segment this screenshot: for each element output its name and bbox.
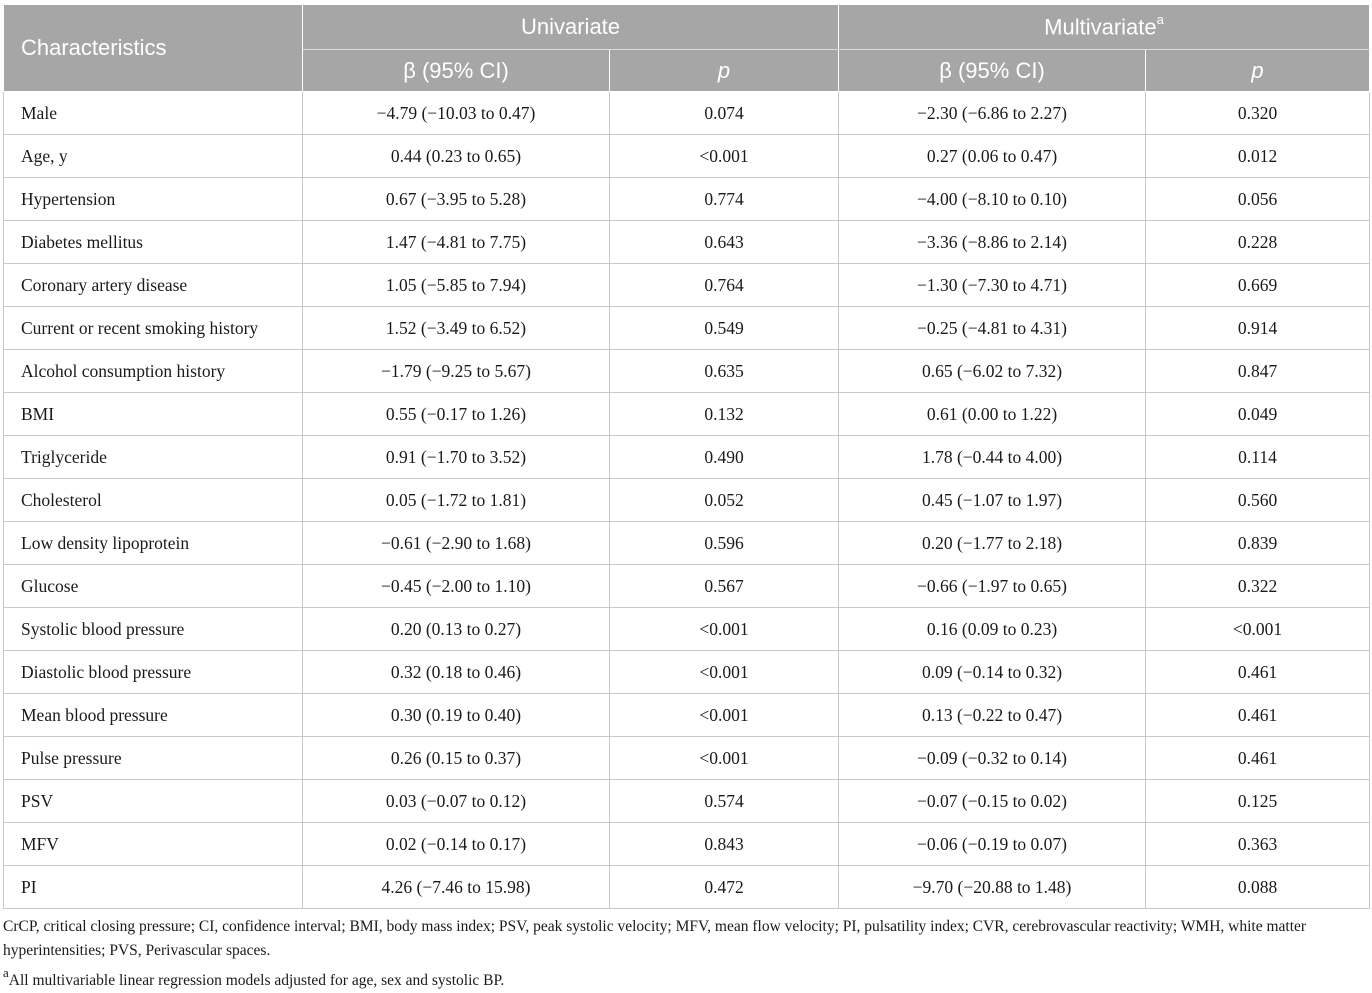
header-multivariate (839, 5, 1370, 50)
cell-multivariate-beta: −9.70 (−20.88 to 1.48) (839, 866, 1146, 909)
table-row (4, 479, 1370, 522)
cell-univariate-p: 0.549 (610, 307, 839, 350)
cell-multivariate-p: 0.320 (1146, 92, 1370, 135)
cell-univariate-beta: 1.05 (−5.85 to 7.94) (303, 264, 610, 307)
table-row (4, 866, 1370, 909)
cell-univariate-p: 0.635 (610, 350, 839, 393)
cell-characteristic: Hypertension (4, 178, 303, 221)
cell-multivariate-beta: 0.65 (−6.02 to 7.32) (839, 350, 1146, 393)
cell-characteristic: PI (4, 866, 303, 909)
regression-table-container (3, 4, 1369, 909)
cell-multivariate-p: 0.669 (1146, 264, 1370, 307)
cell-univariate-p: 0.764 (610, 264, 839, 307)
cell-characteristic: Glucose (4, 565, 303, 608)
cell-characteristic: Male (4, 92, 303, 135)
cell-multivariate-p: 0.125 (1146, 780, 1370, 823)
table-row (4, 307, 1370, 350)
cell-univariate-beta: 0.03 (−0.07 to 0.12) (303, 780, 610, 823)
table-row (4, 737, 1370, 780)
cell-multivariate-beta: −3.36 (−8.86 to 2.14) (839, 221, 1146, 264)
cell-multivariate-beta: −0.07 (−0.15 to 0.02) (839, 780, 1146, 823)
table-row (4, 694, 1370, 737)
cell-multivariate-beta: 1.78 (−0.44 to 4.00) (839, 436, 1146, 479)
cell-multivariate-beta: 0.09 (−0.14 to 0.32) (839, 651, 1146, 694)
cell-univariate-beta: −0.61 (−2.90 to 1.68) (303, 522, 610, 565)
header-univariate-p-label: p (717, 57, 731, 83)
cell-univariate-p: 0.132 (610, 393, 839, 436)
cell-multivariate-p: 0.363 (1146, 823, 1370, 866)
cell-multivariate-p: 0.461 (1146, 737, 1370, 780)
cell-univariate-beta: 1.52 (−3.49 to 6.52) (303, 307, 610, 350)
header-multivariate-label: Multivariate (1044, 14, 1157, 40)
cell-univariate-beta: −0.45 (−2.00 to 1.10) (303, 565, 610, 608)
cell-univariate-p: 0.490 (610, 436, 839, 479)
cell-multivariate-beta: 0.27 (0.06 to 0.47) (839, 135, 1146, 178)
cell-multivariate-beta: −0.06 (−0.19 to 0.07) (839, 823, 1146, 866)
cell-univariate-beta: 0.55 (−0.17 to 1.26) (303, 393, 610, 436)
cell-univariate-p: 0.074 (610, 92, 839, 135)
cell-multivariate-beta: −0.25 (−4.81 to 4.31) (839, 307, 1146, 350)
table-row (4, 823, 1370, 866)
footnote-a-text: All multivariable linear regression models adjusted for age, sex and systolic BP. (8, 972, 505, 990)
cell-characteristic: Age, y (4, 135, 303, 178)
cell-univariate-beta: 0.02 (−0.14 to 0.17) (303, 823, 610, 866)
cell-univariate-p: 0.643 (610, 221, 839, 264)
cell-univariate-p: 0.567 (610, 565, 839, 608)
cell-univariate-beta: 0.44 (0.23 to 0.65) (303, 135, 610, 178)
cell-univariate-beta: 0.26 (0.15 to 0.37) (303, 737, 610, 780)
cell-multivariate-beta: −1.30 (−7.30 to 4.71) (839, 264, 1146, 307)
cell-multivariate-p: 0.228 (1146, 221, 1370, 264)
cell-multivariate-p: 0.088 (1146, 866, 1370, 909)
cell-characteristic: Diabetes mellitus (4, 221, 303, 264)
table-row (4, 92, 1370, 135)
header-multivariate-p (1146, 50, 1370, 92)
table-row (4, 221, 1370, 264)
cell-univariate-p: <0.001 (610, 651, 839, 694)
cell-multivariate-beta: 0.16 (0.09 to 0.23) (839, 608, 1146, 651)
cell-multivariate-beta: −0.09 (−0.32 to 0.14) (839, 737, 1146, 780)
cell-characteristic: PSV (4, 780, 303, 823)
table-row (4, 178, 1370, 221)
cell-univariate-beta: −4.79 (−10.03 to 0.47) (303, 92, 610, 135)
cell-univariate-p: <0.001 (610, 608, 839, 651)
table-header (4, 5, 1370, 92)
cell-multivariate-p: 0.049 (1146, 393, 1370, 436)
table-row (4, 135, 1370, 178)
cell-multivariate-beta: −4.00 (−8.10 to 0.10) (839, 178, 1146, 221)
cell-multivariate-p: 0.847 (1146, 350, 1370, 393)
cell-multivariate-p: <0.001 (1146, 608, 1370, 651)
cell-univariate-beta: 0.30 (0.19 to 0.40) (303, 694, 610, 737)
cell-characteristic: Mean blood pressure (4, 694, 303, 737)
cell-univariate-p: 0.574 (610, 780, 839, 823)
cell-univariate-beta: 0.32 (0.18 to 0.46) (303, 651, 610, 694)
table-row (4, 565, 1370, 608)
cell-multivariate-p: 0.839 (1146, 522, 1370, 565)
cell-multivariate-beta: 0.20 (−1.77 to 2.18) (839, 522, 1146, 565)
cell-multivariate-beta: −2.30 (−6.86 to 2.27) (839, 92, 1146, 135)
cell-characteristic: BMI (4, 393, 303, 436)
cell-multivariate-p: 0.461 (1146, 651, 1370, 694)
table-row (4, 264, 1370, 307)
cell-univariate-p: 0.052 (610, 479, 839, 522)
cell-multivariate-beta: 0.45 (−1.07 to 1.97) (839, 479, 1146, 522)
cell-multivariate-p: 0.056 (1146, 178, 1370, 221)
cell-multivariate-p: 0.461 (1146, 694, 1370, 737)
table-row (4, 780, 1370, 823)
cell-univariate-beta: 0.20 (0.13 to 0.27) (303, 608, 610, 651)
header-multivariate-beta: β (95% CI) (839, 50, 1146, 92)
header-univariate-p (610, 50, 839, 92)
table-footnotes (3, 915, 1369, 993)
cell-characteristic: Current or recent smoking history (4, 307, 303, 350)
header-multivariate-footnote-mark: a (1156, 11, 1164, 27)
cell-multivariate-p: 0.560 (1146, 479, 1370, 522)
header-multivariate-p-label: p (1251, 57, 1264, 83)
header-characteristics: Characteristics (4, 5, 303, 92)
cell-multivariate-p: 0.114 (1146, 436, 1370, 479)
cell-univariate-beta: 4.26 (−7.46 to 15.98) (303, 866, 610, 909)
cell-characteristic: Low density lipoprotein (4, 522, 303, 565)
cell-characteristic: Pulse pressure (4, 737, 303, 780)
table-row (4, 350, 1370, 393)
cell-univariate-p: <0.001 (610, 694, 839, 737)
cell-univariate-p: <0.001 (610, 135, 839, 178)
table-row (4, 651, 1370, 694)
cell-multivariate-p: 0.012 (1146, 135, 1370, 178)
cell-characteristic: Diastolic blood pressure (4, 651, 303, 694)
cell-multivariate-p: 0.322 (1146, 565, 1370, 608)
footnote-a-mark: a (3, 965, 9, 980)
cell-characteristic: Cholesterol (4, 479, 303, 522)
cell-characteristic: Coronary artery disease (4, 264, 303, 307)
cell-characteristic: Alcohol consumption history (4, 350, 303, 393)
cell-univariate-p: 0.596 (610, 522, 839, 565)
cell-univariate-p: <0.001 (610, 737, 839, 780)
table-body (4, 92, 1370, 909)
table-row (4, 393, 1370, 436)
table-row (4, 436, 1370, 479)
cell-characteristic: Triglyceride (4, 436, 303, 479)
header-univariate-beta: β (95% CI) (303, 50, 610, 92)
cell-univariate-beta: 0.91 (−1.70 to 3.52) (303, 436, 610, 479)
header-univariate: Univariate (303, 5, 839, 50)
cell-univariate-p: 0.843 (610, 823, 839, 866)
cell-multivariate-beta: 0.13 (−0.22 to 0.47) (839, 694, 1146, 737)
cell-univariate-beta: −1.79 (−9.25 to 5.67) (303, 350, 610, 393)
cell-multivariate-p: 0.914 (1146, 307, 1370, 350)
cell-univariate-p: 0.774 (610, 178, 839, 221)
regression-table (3, 4, 1370, 909)
cell-univariate-beta: 0.67 (−3.95 to 5.28) (303, 178, 610, 221)
cell-univariate-beta: 0.05 (−1.72 to 1.81) (303, 479, 610, 522)
cell-univariate-beta: 1.47 (−4.81 to 7.75) (303, 221, 610, 264)
cell-univariate-p: 0.472 (610, 866, 839, 909)
footnote-abbreviations: CrCP, critical closing pressure; CI, confidence interval; BMI, body mass index; PSV, peak systolic velocity; MFV, mean flow velocity; PI, pulsatility index; CVR, cerebrovascular reactivity; WMH, white matter hyperintensities; PVS, Perivascular spaces. (3, 918, 1307, 959)
cell-multivariate-beta: −0.66 (−1.97 to 0.65) (839, 565, 1146, 608)
cell-characteristic: MFV (4, 823, 303, 866)
table-row (4, 608, 1370, 651)
table-row (4, 522, 1370, 565)
cell-multivariate-beta: 0.61 (0.00 to 1.22) (839, 393, 1146, 436)
cell-characteristic: Systolic blood pressure (4, 608, 303, 651)
